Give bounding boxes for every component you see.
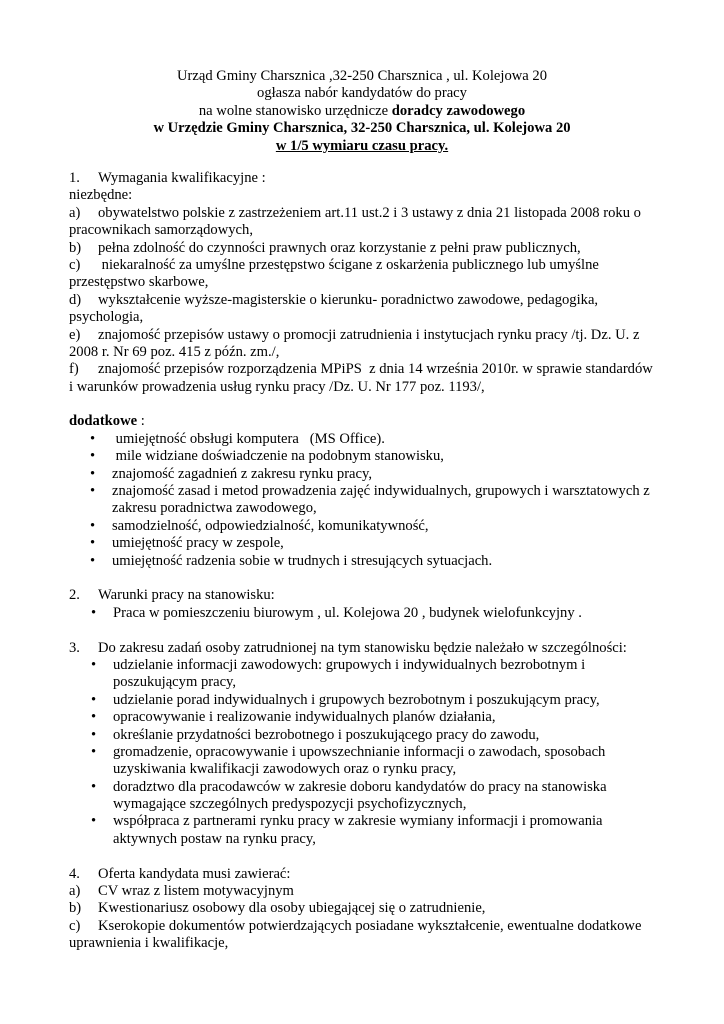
- work-conditions-list: [69, 605, 669, 622]
- item-text: i warunków prowadzenia usług rynku pracy /Dz. U. Nr 177 poz. 1193/,: [69, 378, 485, 395]
- item-text: 2008 r. Nr 69 poz. 415 z późn. zm./,: [69, 343, 280, 360]
- requirement-item: [69, 257, 669, 292]
- section-number: 4.: [69, 865, 80, 882]
- section-3-heading: [69, 640, 669, 657]
- offer-item: [69, 918, 669, 953]
- bullet-item: • umiejętność radzenia sobie w trudnych i stresujących sytuacjach.: [69, 553, 669, 570]
- additional-requirements-list: [69, 431, 669, 570]
- item-text: pracownikach samorządowych,: [69, 222, 253, 239]
- requirement-item: [69, 327, 669, 362]
- item-text: przestępstwo skarbowe,: [69, 274, 209, 291]
- item-letter: b): [69, 239, 82, 256]
- bullet-item: • mile widziane doświadczenie na podobnym stanowisku,: [69, 448, 669, 465]
- bullet-item: • udzielanie porad indywidualnych i grupowych bezrobotnym i poszukującym pracy,: [69, 692, 669, 709]
- requirement-item: [69, 361, 669, 396]
- bullet-item: • udzielanie informacji zawodowych: grupowych i indywidualnych bezrobotnym i poszukującym pracy,: [69, 657, 669, 692]
- requirement-item: [69, 292, 669, 327]
- section-number: 1.: [69, 170, 80, 186]
- header-line-1: Urząd Gminy Charsznica ,32-250 Charsznica , ul. Kolejowa 20: [176, 68, 547, 84]
- bullet-item: • samodzielność, odpowiedzialność, komunikatywność,: [69, 518, 669, 535]
- section-number: 2.: [69, 587, 80, 604]
- bullet-item: • Praca w pomieszczeniu biurowym , ul. Kolejowa 20 , budynek wielofunkcyjny .: [69, 605, 669, 622]
- item-letter: a): [69, 204, 81, 221]
- bullet-item: • gromadzenie, opracowywanie i upowszechnianie informacji o zawodach, sposobach uzyskiwania kwalifikacji zawodowych oraz o rynku pracy,: [69, 744, 669, 779]
- item-letter: f): [69, 361, 79, 378]
- item-text: Kwestionariusz osobowy dla osoby ubiegającej się o zatrudnienie,: [98, 900, 486, 917]
- section-title: Wymagania kwalifikacyjne :: [98, 170, 266, 186]
- section-title: Oferta kandydata musi zawierać:: [98, 865, 291, 882]
- announcement-header: [0, 68, 724, 155]
- requirement-item: [69, 205, 669, 240]
- section-title: Do zakresu zadań osoby zatrudnionej na tym stanowisku będzie należało w szczególności:: [98, 639, 627, 656]
- bullet-item: • umiejętność pracy w zespole,: [69, 535, 669, 552]
- item-letter: c): [69, 256, 81, 273]
- section-2-heading: [69, 587, 669, 604]
- section-title: Warunki pracy na stanowisku:: [98, 587, 275, 604]
- header-line-2: ogłasza nabór kandydatów do pracy: [257, 85, 467, 102]
- item-text: uprawnienia i kwalifikacje,: [69, 935, 229, 952]
- offer-item: [69, 900, 669, 917]
- bullet-item: • opracowywanie i realizowanie indywidualnych planów działania,: [69, 709, 669, 726]
- item-letter: e): [69, 326, 81, 343]
- additional-label: dodatkowe: [69, 413, 138, 430]
- header-line-3: [0, 103, 724, 120]
- item-letter: b): [69, 900, 82, 917]
- item-letter: a): [69, 883, 81, 900]
- section-4-heading: [69, 866, 669, 883]
- item-text: znajomość przepisów rozporządzenia MPiPS z dnia 14 września 2010r. w sprawie standardów: [98, 361, 653, 378]
- item-text: psychologia,: [69, 309, 144, 326]
- section-1-heading: [69, 170, 669, 187]
- additional-heading: [69, 413, 669, 430]
- item-text: obywatelstwo polskie z zastrzeżeniem art.11 ust.2 i 3 ustawy z dnia 21 listopada 2008 roku o: [98, 204, 641, 221]
- bullet-item: • współpraca z partnerami rynku pracy w zakresie wymiany informacji i promowania aktywnych postaw na rynku pracy,: [69, 813, 669, 848]
- item-text: niekaralność za umyślne przestępstwo ścigane z oskarżenia publicznego lub umyślne: [98, 256, 599, 273]
- working-time: w 1/5 wymiaru czasu pracy.: [275, 137, 449, 154]
- offer-item: [69, 883, 669, 900]
- item-text: pełna zdolność do czynności prawnych oraz korzystanie z pełni praw publicznych,: [98, 239, 581, 256]
- header-line-3-text: na wolne stanowisko urzędnicze: [198, 102, 392, 119]
- item-letter: c): [69, 917, 81, 934]
- item-text: znajomość przepisów ustawy o promocji zatrudnienia i instytucjach rynku pracy /tj. Dz. U. z: [98, 326, 640, 343]
- bullet-item: • znajomość zagadnień z zakresu rynku pracy,: [69, 466, 669, 483]
- item-letter: d): [69, 291, 82, 308]
- required-label: niezbędne:: [69, 187, 133, 204]
- bullet-item: • znajomość zasad i metod prowadzenia zajęć indywidualnych, grupowych i warsztatowych z zakresu poradnictwa zawodowego,: [69, 483, 669, 518]
- requirement-item: [69, 240, 669, 257]
- item-text: Kserokopie dokumentów potwierdzających posiadane wykształcenie, ewentualne dodatkowe: [98, 917, 642, 934]
- header-line-5: [0, 138, 724, 155]
- header-line-4: w Urzędzie Gminy Charsznica, 32-250 Charsznica, ul. Kolejowa 20: [153, 120, 571, 137]
- item-text: wykształcenie wyższe-magisterskie o kierunku- poradnictwo zawodowe, pedagogika,: [98, 291, 599, 308]
- section-number: 3.: [69, 639, 80, 656]
- additional-suffix: :: [137, 413, 145, 430]
- bullet-item: • umiejętność obsługi komputera (MS Office).: [69, 431, 669, 448]
- item-text: CV wraz z listem motywacyjnym: [98, 883, 294, 900]
- duties-list: [69, 657, 669, 848]
- bullet-item: • określanie przydatności bezrobotnego i poszukującego pracy do zawodu,: [69, 727, 669, 744]
- position-title: doradcy zawodowego: [391, 102, 526, 119]
- document-body: [69, 170, 669, 953]
- bullet-item: • doradztwo dla pracodawców w zakresie doboru kandydatów do pracy na stanowiska wymagające szczególnych predyspozycji psychofizycznych,: [69, 779, 669, 814]
